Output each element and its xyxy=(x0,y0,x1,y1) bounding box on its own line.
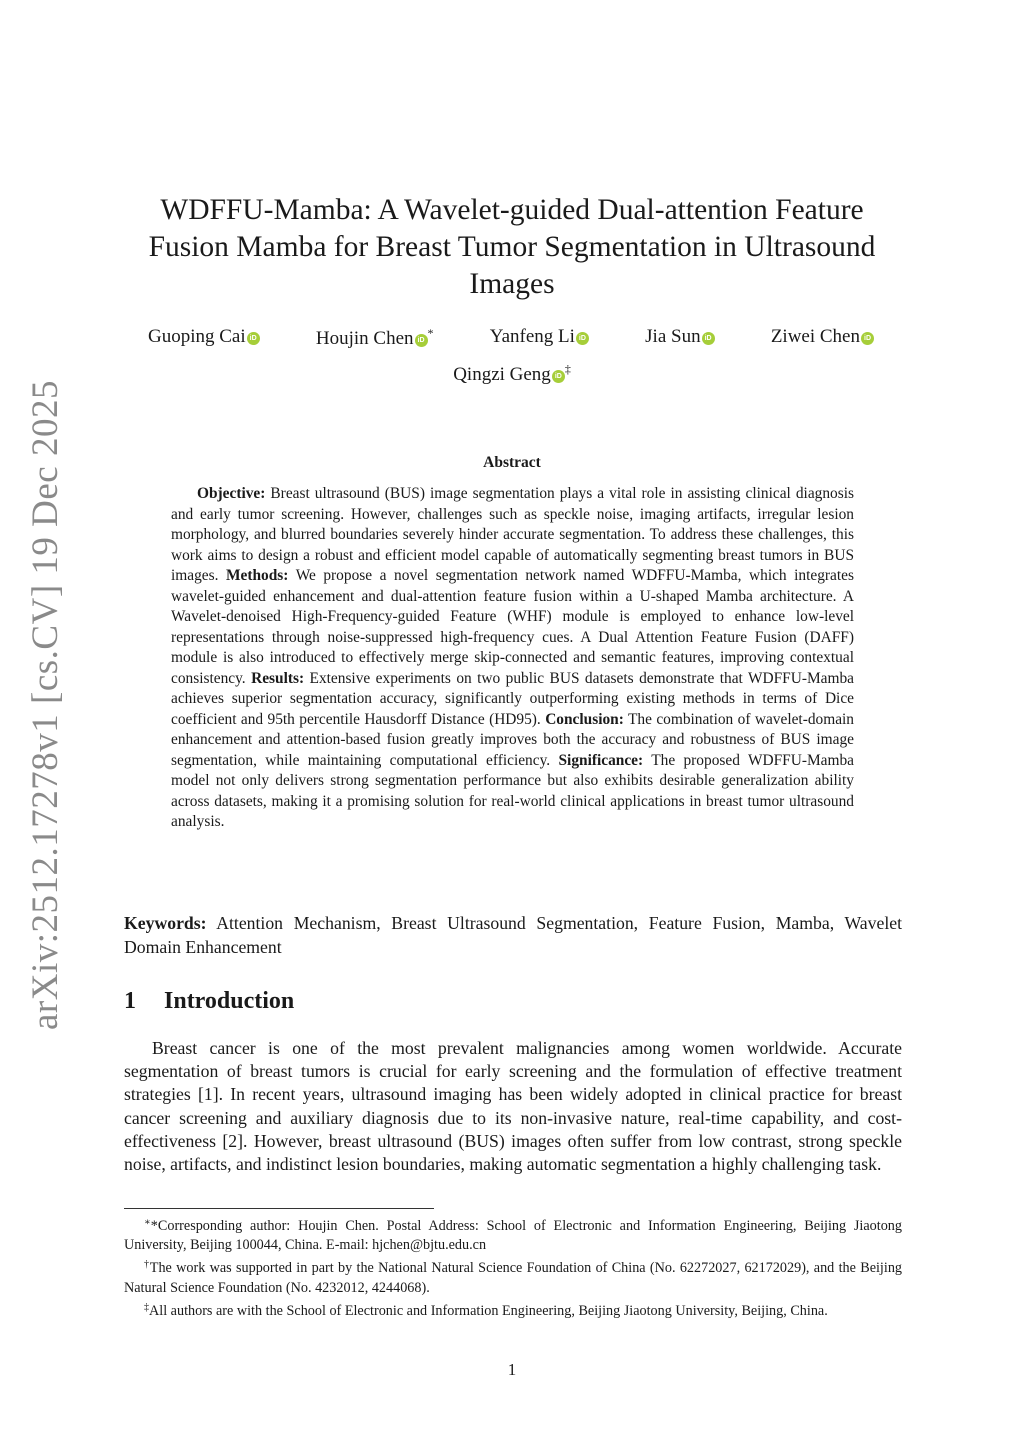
abstract-paragraph xyxy=(171,484,854,833)
author-mark: ‡ xyxy=(564,362,571,376)
author-name: Qingzi Geng xyxy=(453,364,551,385)
author-mark: * xyxy=(427,326,434,340)
orcid-icon[interactable]: iD xyxy=(415,334,428,347)
footnotes xyxy=(124,1213,902,1321)
orcid-icon[interactable]: iD xyxy=(576,332,589,345)
section-heading xyxy=(124,988,294,1015)
orcid-icon[interactable]: iD xyxy=(552,370,565,383)
abstract-body xyxy=(171,484,854,833)
page-number: 1 xyxy=(507,1360,517,1379)
author-guoping-cai[interactable] xyxy=(148,326,260,350)
author-list xyxy=(120,326,904,386)
footnote-mark: † xyxy=(144,1259,150,1271)
conclusion-text: The combination of wavelet-domain enhancement and attention-based fusion greatly improves both the accuracy and robustness of BUS image segmentation, while maintaining computational efficiency. xyxy=(171,710,854,769)
section-number: 1 xyxy=(124,988,136,1014)
footnote-corresponding xyxy=(124,1213,902,1255)
author-houjin-chen[interactable] xyxy=(316,326,434,350)
introduction-paragraph: Breast cancer is one of the most prevalent malignancies among women worldwide. Accurate segmentation of breast tumors is crucial for early screening and the formulation of effective treatment strategies [1]. In recent years, ultrasound imaging has been widely adopted in clinical practice for breast cancer screening and auxiliary diagnosis due to its non-invasive nature, real-time capability, and cost-effectiveness [2]. However, breast ultrasound (BUS) images often suffer from low contrast, strong speckle noise, artifacts, and indistinct lesion boundaries, making automatic segmentation a highly challenging task. xyxy=(124,1038,902,1175)
keywords xyxy=(124,912,902,959)
paper-title: WDFFU-Mamba: A Wavelet-guided Dual-attention Feature Fusion Mamba for Breast Tumor Segmentation in Ultrasound Images xyxy=(148,194,876,300)
objective-label: Objective: xyxy=(197,485,266,502)
methods-text: We propose a novel segmentation network named WDFFU-Mamba, which integrates wavelet-guided enhancement and dual-attention feature fusion within a U-shaped Mamba architecture. A Wavelet-denoised High-Frequency-guided Feature (WHF) module is employed to enhance low-level representations through noise-suppressed high-frequency cues. A Dual Attention Feature Fusion (DAFF) module is also introduced to effectively merge skip-connected and semantic features, improving contextual consistency. xyxy=(171,567,854,687)
conclusion-label: Conclusion: xyxy=(545,710,624,728)
results-text: Extensive experiments on two public BUS datasets demonstrate that WDFFU-Mamba achieves superior segmentation accuracy, significantly outperforming existing methods in terms of Dice coefficient and 95th percentile Hausdorff Distance (HD95). xyxy=(171,669,854,728)
footnote-divider xyxy=(124,1208,434,1209)
orcid-icon[interactable]: iD xyxy=(702,332,715,345)
author-ziwei-chen[interactable] xyxy=(771,326,874,350)
results-label: Results: xyxy=(251,669,305,687)
significance-label: Significance: xyxy=(558,751,644,769)
orcid-icon[interactable]: iD xyxy=(247,332,260,345)
keywords-label: Keywords: xyxy=(124,913,207,933)
footnote-text: *Corresponding author: Houjin Chen. Postal Address: School of Electronic and Information Engineering, Beijing Jiaotong University, Beijing 100044, China. E-mail: hjchen@bjtu.edu.cn xyxy=(124,1218,902,1254)
author-name: Yanfeng Li xyxy=(489,326,575,347)
author-name: Jia Sun xyxy=(645,326,701,347)
significance-text: The proposed WDFFU-Mamba model not only delivers strong segmentation performance but also exhibits desirable generalization ability across datasets, making it a promising solution for real-world clinical applications in breast tumor ultrasound analysis. xyxy=(171,751,854,830)
introduction-body xyxy=(124,1037,902,1176)
footnote-text: All authors are with the School of Electronic and Information Engineering, Beijing Jiaotong University, Beijing, China. xyxy=(149,1302,828,1319)
abstract-heading: Abstract xyxy=(483,454,541,471)
author-name: Ziwei Chen xyxy=(770,326,860,347)
methods-label: Methods: xyxy=(226,567,289,584)
footnote-mark: ∗ xyxy=(144,1217,151,1228)
footnote-text: The work was supported in part by the National Natural Science Foundation of China (No. 62272027, 62172029), and the Beijing Natural Science Foundation (No. 4232012, 4244068). xyxy=(124,1260,903,1296)
footnote-affiliation xyxy=(124,1298,902,1321)
author-qingzi-geng[interactable] xyxy=(453,364,571,385)
author-yanfeng-li[interactable] xyxy=(490,326,589,350)
author-name: Guoping Cai xyxy=(148,326,246,347)
arxiv-side-identifier: arXiv:2512.17278v1 [cs.CV] 19 Dec 2025 xyxy=(25,380,66,1030)
author-jia-sun[interactable] xyxy=(645,326,714,350)
orcid-icon[interactable]: iD xyxy=(861,332,874,345)
author-name: Houjin Chen xyxy=(315,328,414,349)
keywords-text: Attention Mechanism, Breast Ultrasound Segmentation, Feature Fusion, Mamba, Wavelet Domain Enhancement xyxy=(124,913,902,957)
objective-text: Breast ultrasound (BUS) image segmentation plays a vital role in assisting clinical diagnosis and early tumor screening. However, challenges such as speckle noise, imaging artifacts, irregular lesion morphology, and blurred boundaries severely hinder accurate segmentation. To address these challenges, this work aims to design a robust and efficient model capable of automatically segmenting breast tumors in BUS images. xyxy=(171,485,854,584)
footnote-mark: ‡ xyxy=(144,1301,149,1313)
footnote-funding xyxy=(124,1255,902,1297)
section-title: Introduction xyxy=(164,988,295,1014)
